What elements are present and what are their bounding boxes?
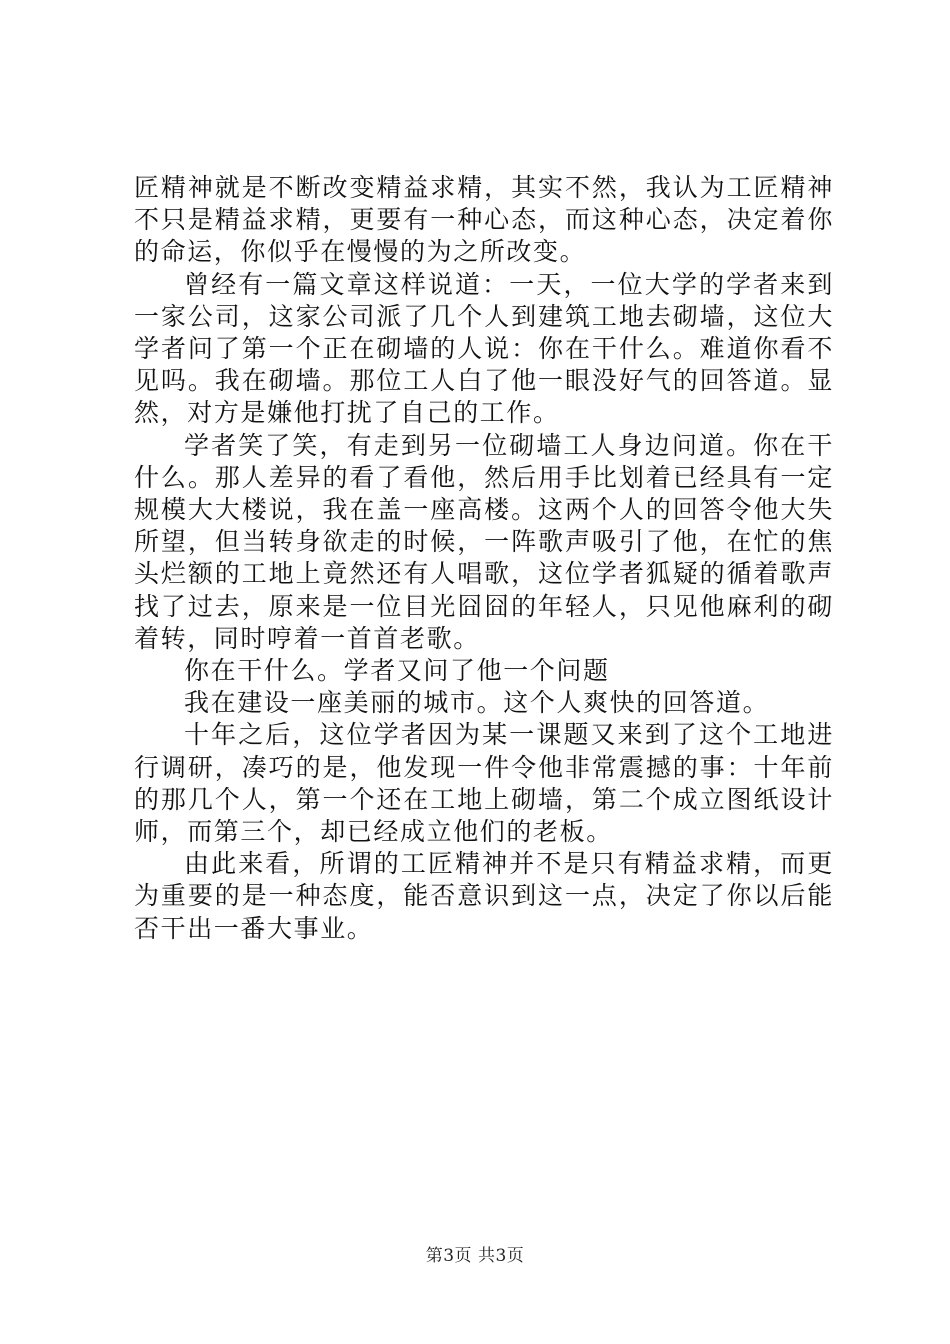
article-body bbox=[134, 172, 834, 945]
paragraph-5: 我在建设一座美丽的城市。这个人爽快的回答道。 bbox=[184, 688, 770, 718]
page-number-footer: 第3页 共3页 bbox=[425, 1246, 525, 1266]
paragraph-2: 曾经有一篇文章这样说道：一天，一位大学的学者来到一家公司，这家公司派了几个人到建筑工地去砌墙，这位大学者问了第一个正在砌墙的人说：你在干什么。难道你看不见吗。我在砌墙。那位工人白了他一眼没好气的回答道。显然，对方是嫌他打扰了自己的工作。 bbox=[134, 269, 834, 428]
paragraph-1: 匠精神就是不断改变精益求精，其实不然，我认为工匠精神不只是精益求精，更要有一种心态，而这种心态，决定着你的命运，你似乎在慢慢的为之所改变。 bbox=[134, 173, 834, 267]
paragraph-3: 学者笑了笑，有走到另一位砌墙工人身边问道。你在干什么。那人差异的看了看他，然后用手比划着已经具有一定规模大大楼说，我在盖一座高楼。这两个人的回答令他大失所望，但当转身欲走的时候，一阵歌声吸引了他，在忙的焦头烂额的工地上竟然还有人唱歌，这位学者狐疑的循着歌声找了过去，原来是一位目光囧囧的年轻人，只见他麻利的砌着转，同时哼着一首首老歌。 bbox=[134, 430, 834, 653]
paragraph-4: 你在干什么。学者又问了他一个问题 bbox=[184, 656, 610, 686]
paragraph-7: 由此来看，所谓的工匠精神并不是只有精益求精，而更为重要的是一种态度，能否意识到这一点，决定了你以后能否干出一番大事业。 bbox=[134, 849, 834, 943]
paragraph-6: 十年之后，这位学者因为某一课题又来到了这个工地进行调研，凑巧的是，他发现一件令他非常震撼的事：十年前的那几个人，第一个还在工地上砌墙，第二个成立图纸设计师，而第三个，却已经成立他们的老板。 bbox=[134, 720, 834, 847]
